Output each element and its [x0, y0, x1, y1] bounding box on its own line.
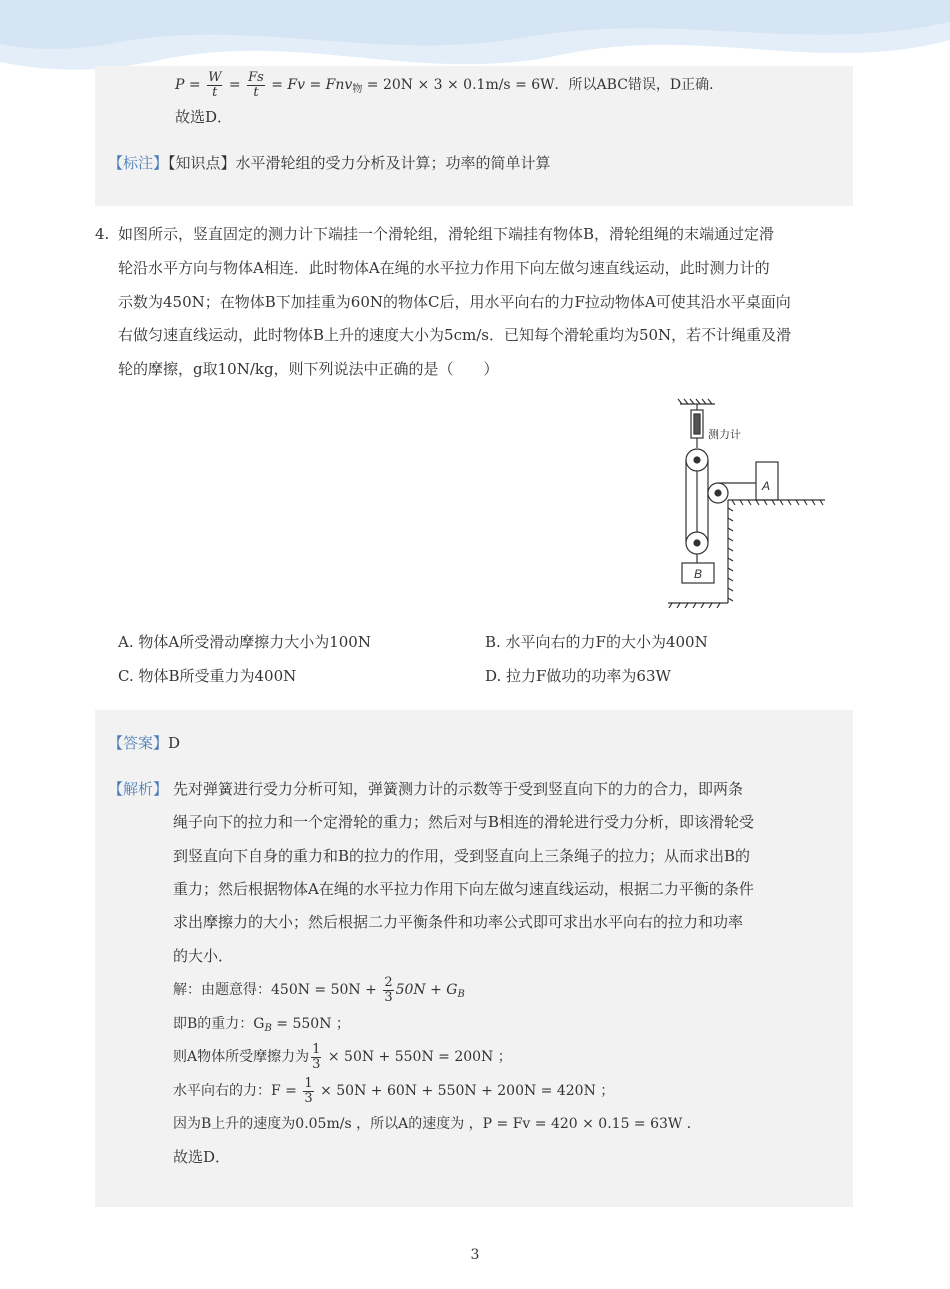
meter-label: 测力计: [708, 429, 741, 441]
analysis-line: 绳子向下的拉力和一个定滑轮的重力；然后对与B相连的滑轮进行受力分析，即该滑轮受: [173, 813, 755, 831]
question-line: 示数为450N；在物体B下加挂重为60N的物体C后，用水平向右的力F拉动物体A可使其沿水平桌面向: [118, 293, 791, 311]
solution-step-5: 因为B上升的速度为0.05m/s ，所以A的速度为 ，P = Fv = 420 × 0.15 = 63W ．: [173, 1116, 701, 1132]
solution-step-1: 解：由题意得：450N = 50N + $\frac{2}{3}$ $50N + G_B$: [173, 974, 465, 1005]
block-a-label: A: [762, 479, 771, 493]
analysis-tag: 【解析】: [108, 780, 169, 798]
note-tag: 【标注】: [108, 154, 169, 172]
solution-conclusion: 故选D．: [173, 1148, 231, 1166]
option-b: B. 水平向右的力F的大小为400N: [485, 633, 708, 651]
question-line: 右做匀速直线运动，此时物体B上升的速度大小为5cm/s．已知每个滑轮重均为50N，若不计绳重及滑: [118, 326, 792, 344]
solution-step-3: 则A物体所受摩擦力为 $\frac{1}{3}$ × 50N + 550N = 200N ；: [173, 1041, 512, 1072]
knowledge-note: 【标注】【知识点】水平滑轮组的受力分析及计算；功率的简单计算: [108, 154, 551, 172]
question-line: 如图所示，竖直固定的测力计下端挂一个滑轮组，滑轮组下端挂有物体B，滑轮组绳的末端通过定滑: [118, 225, 775, 243]
question-line: 轮沿水平方向与物体A相连．此时物体A在绳的水平拉力作用下向左做匀速直线运动，此时测力计的: [118, 259, 770, 277]
analysis-line: 的大小．: [173, 947, 234, 965]
question-number: 4.: [95, 225, 110, 243]
answer-value: D: [168, 734, 181, 752]
analysis-line: 重力；然后根据物体A在绳的水平拉力作用下向左做匀速直线运动，根据二力平衡的条件: [173, 880, 754, 898]
question-line: 轮的摩擦，g取10N/kg，则下列说法中正确的是（ ）: [118, 360, 499, 378]
option-a: A. 物体A所受滑动摩擦力大小为100N: [118, 633, 371, 651]
analysis-line: 到竖直向下自身的重力和B的拉力的作用，受到竖直向上三条绳子的拉力；从而求出B的: [173, 847, 751, 865]
answer-line: [108, 733, 180, 753]
block-b-label: B: [694, 567, 703, 581]
analysis-line: 求出摩擦力的大小；然后根据二力平衡条件和功率公式即可求出水平向右的拉力和功率: [173, 913, 744, 931]
pulley-diagram: [660, 398, 830, 608]
option-c: C. 物体B所受重力为400N: [118, 667, 297, 685]
answer-tag: 【答案】: [108, 734, 169, 752]
solution-step-2: 即B的重力：$G_B = 550N$ ；: [173, 1016, 350, 1034]
previous-conclusion: 故选D．: [175, 108, 233, 126]
solution-step-4: 水平向右的力：F = $\frac{1}{3}$ × 50N + 60N + 550N + 200N = 420N ；: [173, 1075, 615, 1106]
analysis-line: 先对弹簧进行受力分析可知，弹簧测力计的示数等于受到竖直向下的力的合力，即两条: [173, 780, 744, 798]
power-formula: P = $\frac{W}{t}$ = $\frac{Fs}{t}$ = Fv = Fnv$_物$ = 20N × 3 × 0.1m/s = 6W．所以ABC错误，D正确．: [175, 69, 724, 100]
option-d: D. 拉力F做功的功率为63W: [485, 667, 671, 685]
page-number: 3: [470, 1247, 480, 1263]
